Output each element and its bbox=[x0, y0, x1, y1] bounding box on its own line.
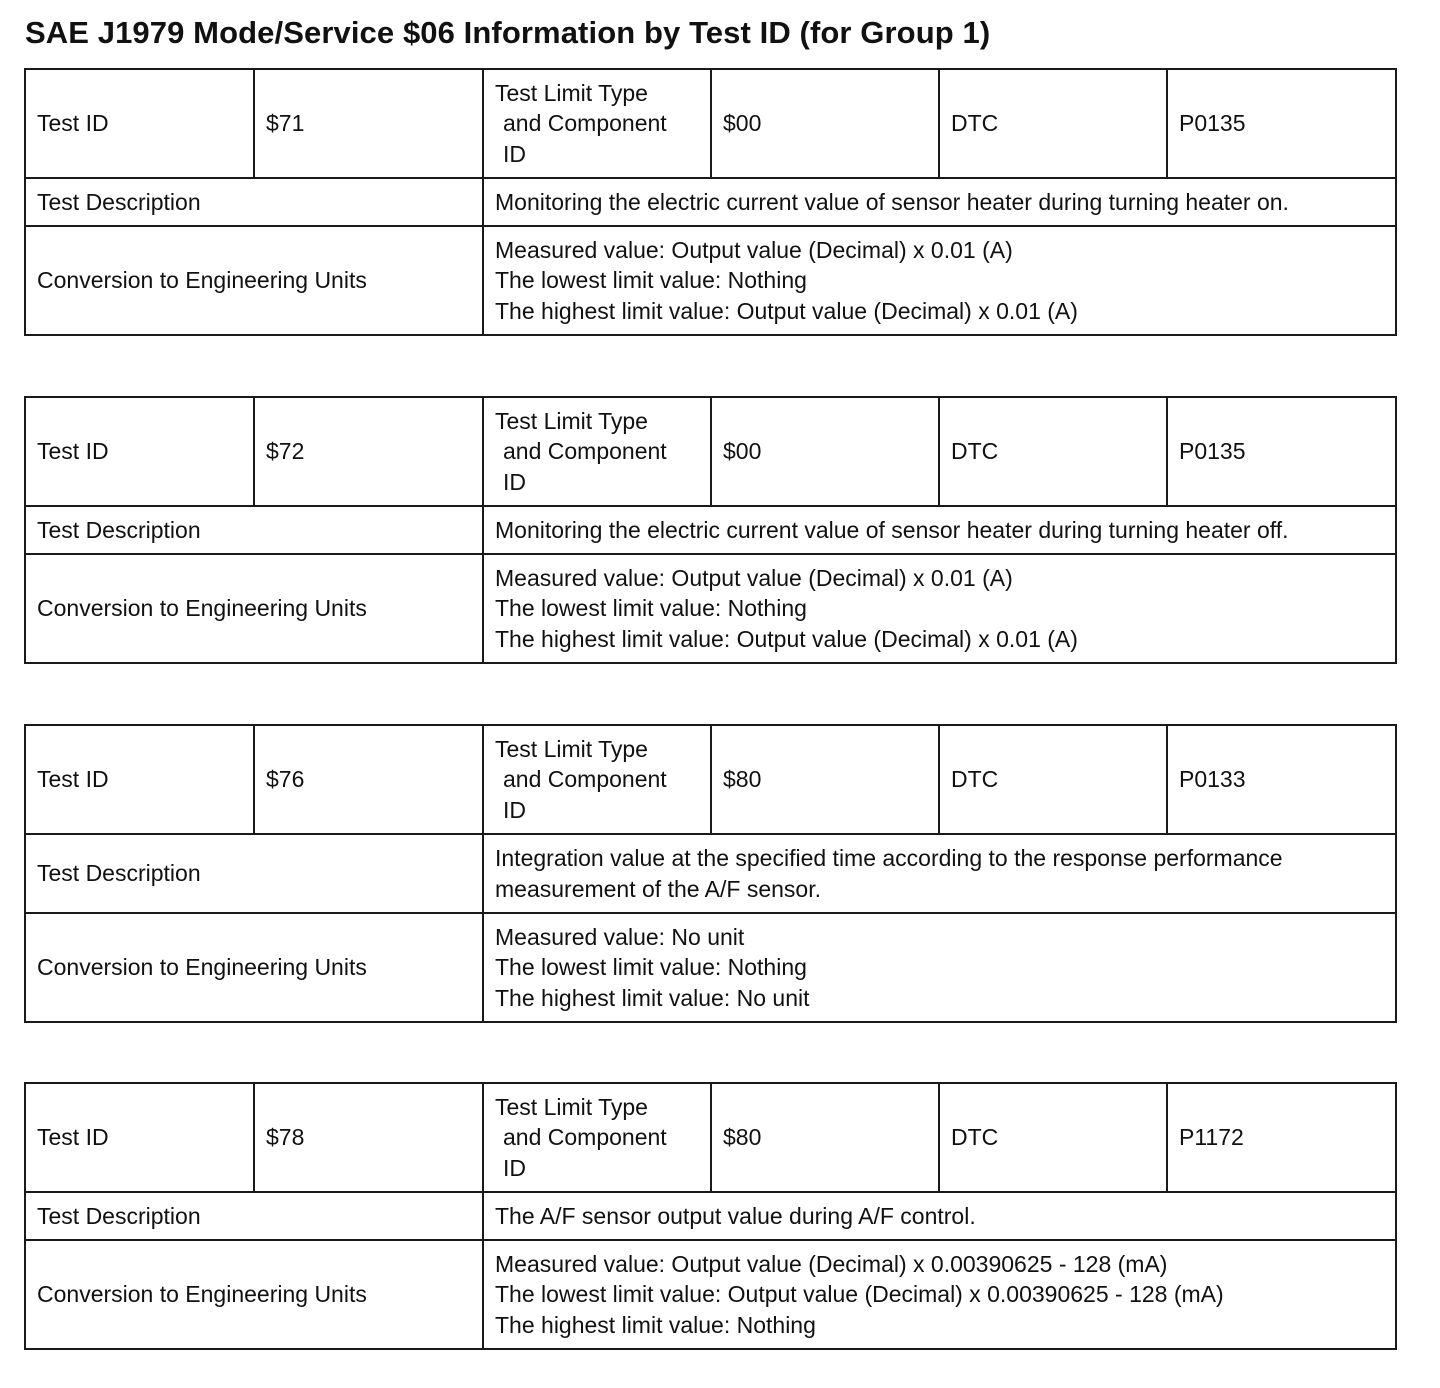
description-line: The A/F sensor output value during A/F control. bbox=[495, 1202, 976, 1229]
conversion-row bbox=[25, 1240, 1396, 1349]
test-table bbox=[24, 396, 1397, 664]
conversion-line: Measured value: Output value (Decimal) x 0.00390625 - 128 (mA) bbox=[495, 1250, 1168, 1277]
test-limit-type-value: $00 bbox=[711, 69, 939, 178]
conversion-line: Measured value: No unit bbox=[495, 923, 745, 950]
dtc-label: DTC bbox=[939, 1083, 1167, 1192]
test-description-row bbox=[25, 1192, 1396, 1240]
dtc-value: P1172 bbox=[1167, 1083, 1396, 1192]
test-table bbox=[24, 68, 1397, 336]
test-header-row bbox=[25, 397, 1396, 506]
conversion-value bbox=[483, 554, 1396, 663]
test-id-label: Test ID bbox=[25, 1083, 254, 1192]
conversion-label: Conversion to Engineering Units bbox=[25, 226, 483, 335]
conversion-line: The highest limit value: Nothing bbox=[495, 1311, 816, 1338]
test-table bbox=[24, 1082, 1397, 1350]
test-table bbox=[24, 724, 1397, 1023]
description-line: Monitoring the electric current value of sensor heater during turning heater on. bbox=[495, 188, 1289, 215]
test-id-value: $78 bbox=[254, 1083, 483, 1192]
test-limit-type-label-line: Test Limit Type bbox=[495, 735, 648, 762]
dtc-label: DTC bbox=[939, 725, 1167, 834]
conversion-line: The highest limit value: Output value (Decimal) x 0.01 (A) bbox=[495, 297, 1078, 324]
test-limit-type-label-line: and Component bbox=[503, 438, 667, 465]
test-limit-type-label-line: ID bbox=[503, 796, 526, 823]
conversion-label: Conversion to Engineering Units bbox=[25, 554, 483, 663]
test-description-label: Test Description bbox=[25, 834, 483, 913]
test-header-row bbox=[25, 69, 1396, 178]
dtc-value: P0133 bbox=[1167, 725, 1396, 834]
conversion-line: Measured value: Output value (Decimal) x 0.01 (A) bbox=[495, 564, 1013, 591]
test-header-row bbox=[25, 1083, 1396, 1192]
conversion-value bbox=[483, 1240, 1396, 1349]
conversion-line: The lowest limit value: Nothing bbox=[495, 954, 807, 981]
conversion-label: Conversion to Engineering Units bbox=[25, 1240, 483, 1349]
test-limit-type-label bbox=[483, 69, 711, 178]
dtc-label: DTC bbox=[939, 69, 1167, 178]
test-id-label: Test ID bbox=[25, 69, 254, 178]
test-limit-type-label bbox=[483, 1083, 711, 1192]
conversion-line: The highest limit value: No unit bbox=[495, 984, 810, 1011]
conversion-value bbox=[483, 913, 1396, 1022]
conversion-value bbox=[483, 226, 1396, 335]
test-limit-type-label-line: Test Limit Type bbox=[495, 1093, 648, 1120]
test-limit-type-label-line: and Component bbox=[503, 1124, 667, 1151]
test-id-label: Test ID bbox=[25, 725, 254, 834]
test-description-row bbox=[25, 506, 1396, 554]
test-limit-type-label-line: Test Limit Type bbox=[495, 79, 648, 106]
test-description-label: Test Description bbox=[25, 506, 483, 554]
test-limit-type-label-line: ID bbox=[503, 140, 526, 167]
conversion-label: Conversion to Engineering Units bbox=[25, 913, 483, 1022]
description-line: Monitoring the electric current value of sensor heater during turning heater off. bbox=[495, 516, 1289, 543]
test-limit-type-label-line: ID bbox=[503, 468, 526, 495]
conversion-row bbox=[25, 913, 1396, 1022]
test-limit-type-label-line: ID bbox=[503, 1154, 526, 1181]
conversion-line: Measured value: Output value (Decimal) x 0.01 (A) bbox=[495, 236, 1013, 263]
test-limit-type-label-line: Test Limit Type bbox=[495, 407, 648, 434]
test-limit-type-label-line: and Component bbox=[503, 766, 667, 793]
test-description-value bbox=[483, 178, 1396, 226]
description-line: Integration value at the specified time according to the response performance bbox=[495, 845, 1283, 871]
test-limit-type-label-line: and Component bbox=[503, 110, 667, 137]
test-limit-type-value: $00 bbox=[711, 397, 939, 506]
dtc-label: DTC bbox=[939, 397, 1167, 506]
conversion-row bbox=[25, 554, 1396, 663]
test-description-value bbox=[483, 834, 1396, 913]
test-limit-type-label bbox=[483, 397, 711, 506]
test-description-label: Test Description bbox=[25, 178, 483, 226]
test-limit-type-value: $80 bbox=[711, 725, 939, 834]
test-id-value: $72 bbox=[254, 397, 483, 506]
test-id-value: $71 bbox=[254, 69, 483, 178]
test-limit-type-label bbox=[483, 725, 711, 834]
description-line: measurement of the A/F sensor. bbox=[495, 875, 821, 902]
conversion-line: The highest limit value: Output value (Decimal) x 0.01 (A) bbox=[495, 625, 1078, 652]
conversion-line: The lowest limit value: Output value (Decimal) x 0.00390625 - 128 (mA) bbox=[495, 1281, 1224, 1308]
conversion-line: The lowest limit value: Nothing bbox=[495, 595, 807, 622]
page-title: SAE J1979 Mode/Service $06 Information by Test ID (for Group 1) bbox=[25, 15, 991, 50]
test-header-row bbox=[25, 725, 1396, 834]
test-id-value: $76 bbox=[254, 725, 483, 834]
test-description-row bbox=[25, 834, 1396, 913]
test-description-label: Test Description bbox=[25, 1192, 483, 1240]
test-description-row bbox=[25, 178, 1396, 226]
test-description-value bbox=[483, 1192, 1396, 1240]
conversion-line: The lowest limit value: Nothing bbox=[495, 267, 807, 294]
test-id-label: Test ID bbox=[25, 397, 254, 506]
test-limit-type-value: $80 bbox=[711, 1083, 939, 1192]
conversion-row bbox=[25, 226, 1396, 335]
test-description-value bbox=[483, 506, 1396, 554]
dtc-value: P0135 bbox=[1167, 397, 1396, 506]
dtc-value: P0135 bbox=[1167, 69, 1396, 178]
